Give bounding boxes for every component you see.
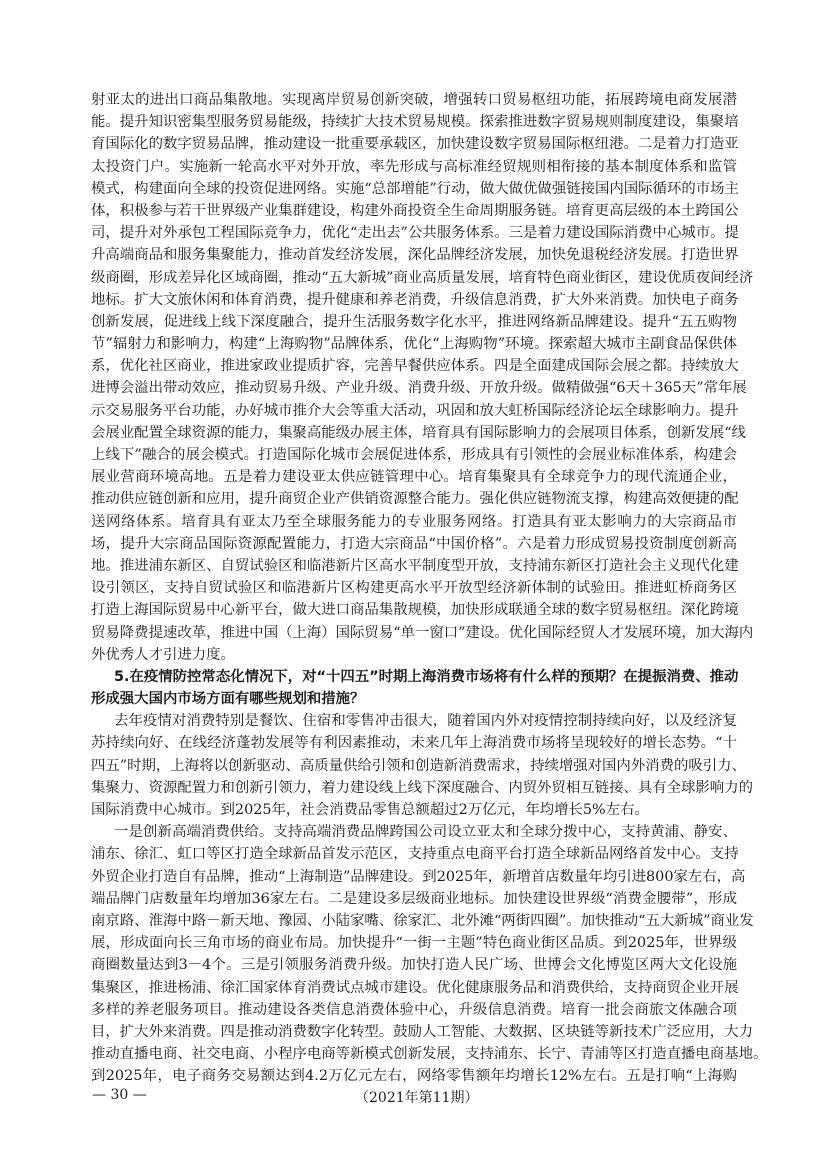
text-line: 示交易服务平台功能，办好城市推介大会等重大活动，巩固和放大虹桥国际经济论坛全球影响力。提升 <box>91 402 739 419</box>
article-body <box>91 89 768 1087</box>
page-number: — 30 — <box>92 1087 147 1103</box>
text-line: 射亚太的进出口商品集散地。实现离岸贸易创新突破，增强转口贸易枢纽功能，拓展跨境电商发展潜 <box>91 92 737 108</box>
text-line: 设引领区，支持自贸试验区和临港新片区构建更高水平开放型经济新体制的试验田。推进虹桥商务区 <box>91 580 737 597</box>
question-heading <box>91 666 737 710</box>
text-line: 送网络体系。培育具有亚太乃至全球服务能力的专业服务网络。打造具有亚太影响力的大宗商品市 <box>91 513 737 530</box>
paragraph <box>91 89 754 666</box>
text-line: 推动直播电商、社交电商、小程序电商等新模式创新发展，支持浦东、长宁、青浦等区打造直播电商基地。 <box>91 1046 768 1063</box>
text-line: 目，扩大外来消费。四是推动消费数字化转型。鼓励人工智能、大数据、区块链等新技术广泛应用，大力 <box>91 1023 753 1040</box>
text-line: 四五”时期，上海将以创新驱动、高质量供给引领和创造新消费需求，持续增强对国内外消费的吸引力、 <box>91 757 746 774</box>
text-line: 进博会溢出带动效应，推动贸易升级、产业升级、消费升级、开放升级。做精做强“6天＋365天”常年展 <box>91 380 747 397</box>
text-line: 集聚区，推进杨浦、徐汇国家体育消费试点城市建设。优化健康服务品和消费供给，支持商贸企业开展 <box>91 979 739 996</box>
text-line: 浦东、徐汇、虹口等区打造全球新品首发示范区，支持重点电商平台打造全球新品网络首发中心。支持 <box>91 846 739 863</box>
text-line: 南京路、淮海中路－新天地、豫园、小陆家嘴、徐家汇、北外滩“两街四圈”。加快推动“五大新城”商业发 <box>91 912 754 929</box>
text-line: 形成强大国内市场方面有哪些规划和措施？ <box>91 691 365 708</box>
page-footer <box>0 1087 827 1109</box>
text-line: 能。提升知识密集型服务贸易能级，持续扩大技术贸易规模。探索推进数字贸易规则制度建设，集聚培 <box>91 114 739 131</box>
text-line: 展，形成面向长三角市场的商业布局。加快提升“一街一主题”特色商业街区品质。到2025年，世界级 <box>91 935 737 952</box>
text-line: 5.在疫情防控常态化情况下，对“十四五”时期上海消费市场将有什么样的预期？在提振消费、推动 <box>114 668 739 685</box>
text-line: 外贸企业打造自有品牌，推动“上海制造”品牌建设。到2025年，新增首店数量年均引进800家左右，高 <box>91 868 746 885</box>
paragraph <box>91 821 768 1087</box>
text-line: 多样的养老服务项目。推动建设各类信息消费体验中心，升级信息消费。培育一批会商旅文体融合项 <box>91 1001 737 1018</box>
text-line: 体，积极参与若干世界级产业集群建设，构建外商投资全生命周期服务链。培育更高层级的本土跨国公 <box>91 202 739 219</box>
issue-label: （2021年第11期） <box>355 1090 479 1106</box>
text-line: 创新发展，促进线上线下深度融合，提升生活服务数字化水平，推进网络新品牌建设。提升“五五购物 <box>91 313 737 330</box>
text-line: 商圈数量达到3－4个。三是引领服务消费升级。加快打造人民广场、世博会文化博览区两大文化设施 <box>91 957 737 974</box>
text-line: 一是创新高端消费供给。支持高端消费品牌跨国公司设立亚太和全球分拨中心，支持黄浦、静安、 <box>114 824 737 841</box>
text-line: 会展业配置全球资源的能力，集聚高能级办展主体，培育具有国际影响力的会展项目体系，创新发展“线 <box>91 424 746 441</box>
text-line: 级商圈，形成差异化区域商圈，推动“五大新城”商业高质量发展，培育特色商业街区，建设优质夜间经济 <box>91 269 754 286</box>
text-line: 端品牌门店数量年均增加36家左右。二是建设多层级商业地标。加快建设世界级“消费金腰带”，形成 <box>91 890 737 907</box>
text-line: 场，提升大宗商品国际资源配置能力，打造大宗商品“中国价格”。六是着力形成贸易投资制度创新高 <box>91 535 737 552</box>
text-line: 地。推进浦东新区、自贸试验区和临港新片区高水平制度型开放，支持浦东新区打造社会主义现代化建 <box>91 557 739 574</box>
text-line: 系，优化社区商业，推进家政业提质扩容，完善早餐供应体系。四是全面建成国际会展之都。持续放大 <box>91 358 739 375</box>
text-line: 升高端商品和服务集聚能力，推动首发经济发展，深化品牌经济发展，加快免退税经济发展。打造世界 <box>91 247 739 264</box>
text-line: 贸易降费提速改革，推进中国（上海）国际贸易“单一窗口”建设。优化国际经贸人才发展环境，加大海内 <box>91 624 754 641</box>
text-line: 集聚力、资源配置力和创新引领力，着力建设线上线下深度融合、内贸外贸相互链接、具有全球影响力的 <box>91 779 753 796</box>
text-line: 育国际化的数字贸易品牌，推动建设一批重要承载区，加快建设数字贸易国际枢纽港。二是着力打造亚 <box>91 136 739 153</box>
text-line: 苏持续向好、在线经济蓬勃发展等有利因素推动，未来几年上海消费市场将呈现较好的增长态势。“十 <box>91 735 737 752</box>
text-line: 节”辐射力和影响力，构建“上海购物”品牌体系，优化“上海购物”环境。探索超大城市主副食品保供体 <box>91 336 737 353</box>
paragraph <box>91 710 753 821</box>
text-line: 到2025年，电子商务交易额达到4.2万亿元左右，网络零售额年均增长12%左右。五是打响“上海购 <box>91 1068 737 1085</box>
text-line: 模式，构建面向全球的投资促进网络。实施“总部增能”行动，做大做优做强链接国内国际循环的市场主 <box>91 180 739 197</box>
text-line: 外优秀人才引进力度。 <box>91 646 235 663</box>
text-line: 国际消费中心城市。到2025年，社会消费品零售总额超过2万亿元，年均增长5%左右。 <box>91 802 649 818</box>
text-line: 上线下”融合的展会模式。打造国际化城市会展促进体系，形成具有引领性的会展业标准体系，构建会 <box>91 447 737 463</box>
text-line: 太投资门户。实施新一轮高水平对外开放，率先形成与高标准经贸规则相衔接的基本制度体系和监管 <box>91 158 737 175</box>
text-line: 去年疫情对消费特别是餐饮、住宿和零售冲击很大，随着国内外对疫情控制持续向好，以及经济复 <box>114 713 737 730</box>
text-line: 推动供应链创新和应用，提升商贸企业产供销资源整合能力。强化供应链物流支撑，构建高效便捷的配 <box>91 491 739 508</box>
text-line: 地标。扩大文旅休闲和体育消费，提升健康和养老消费，升级信息消费，扩大外来消费。加快电子商务 <box>91 291 739 308</box>
text-line: 展业营商环境高地。五是着力建设亚太供应链管理中心。培育集聚具有全球竞争力的现代流通企业， <box>91 469 737 486</box>
text-line: 打造上海国际贸易中心新平台，做大进口商品集散规模，加快形成联通全球的数字贸易枢纽。深化跨境 <box>91 602 739 619</box>
text-line: 司，提升对外承包工程国际竞争力，优化“走出去”公共服务体系。三是着力建设国际消费中心城市。提 <box>91 225 739 242</box>
